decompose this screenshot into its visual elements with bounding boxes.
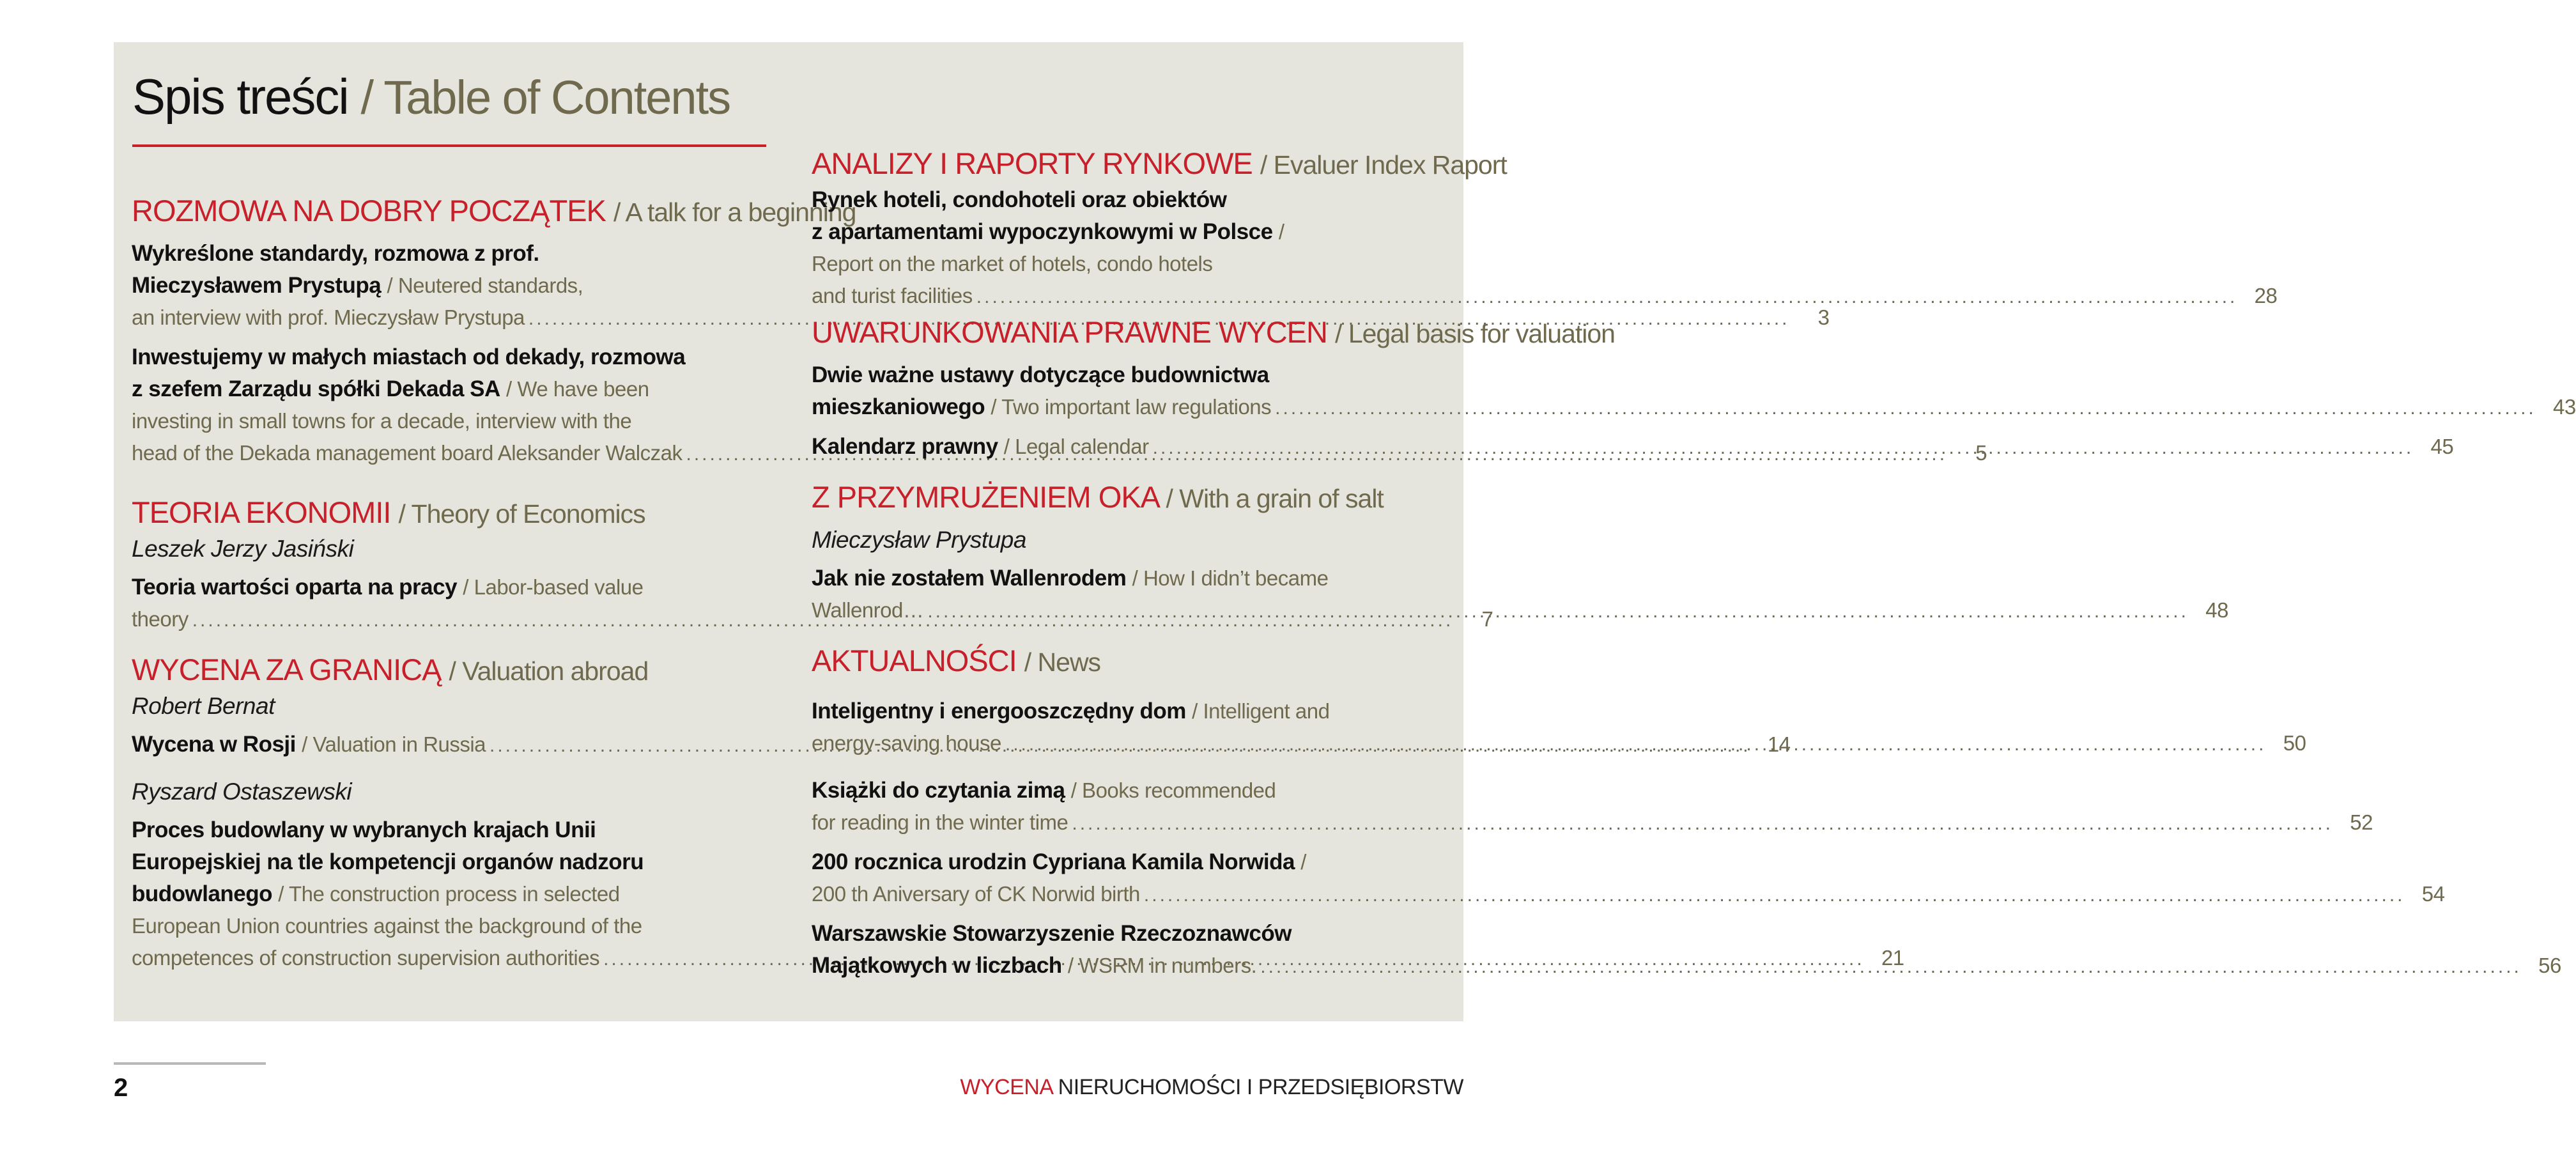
journal-name-rest: NIERUCHOMOŚCI I PRZEDSIĘBIORSTW <box>1058 1075 1463 1099</box>
journal-name-accent: WYCENA <box>960 1075 1053 1099</box>
title-polish: Spis treści <box>132 68 348 125</box>
toc-entry[interactable]: Wykreślone standardy, rozmowa z prof. Mieczysławem Prystupą / Neutered standards, an interview with prof. Mieczysław Prystupa ..... 3 <box>132 238 760 335</box>
toc-entry[interactable]: Książki do czytania zimą / Books recommended for reading in the winter time ..... 52 <box>812 775 1451 840</box>
author-name: Mieczysław Prystupa <box>812 527 1026 553</box>
toc-entry[interactable]: Inwestujemy w małych miastach od dekady, rozmowa z szefem Zarządu spółki Dekada SA / We have been investing in small towns for a decade, interview with the head of the Dekada management board Aleksander Walczak ..... 5 <box>132 341 760 470</box>
section-heading: ANALIZY I RAPORTY RYNKOWE / Evaluer Index Raport <box>812 146 1507 180</box>
page-number: 52 <box>2350 810 2373 834</box>
page-number: 56 <box>2538 954 2561 977</box>
toc-entry[interactable]: Rynek hoteli, condohoteli oraz obiektów z apartamentami wypoczynkowymi w Polsce / Report on the market of hotels, condo hotels and turist facilities ..... 28 <box>812 184 1451 313</box>
author-name: Robert Bernat <box>132 693 275 719</box>
title-underline <box>132 144 766 147</box>
dot-leader <box>1072 808 2333 840</box>
section-heading: UWARUNKOWANIA PRAWNE WYCEN / Legal basis for valuation <box>812 315 1615 349</box>
page-number: 43 <box>2553 395 2576 419</box>
toc-entry[interactable]: Warszawskie Stowarzyszenie Rzeczoznawców Majątkowych w liczbach / WSRM in numbers. ..... 56 <box>812 918 1451 983</box>
section-heading: WYCENA ZA GRANICĄ / Valuation abroad <box>132 653 649 686</box>
page-number: 48 <box>2205 598 2228 622</box>
page-number: 5 <box>1975 441 1987 465</box>
toc-entry[interactable]: Proces budowlany w wybranych krajach Unii Europejskiej na tle kompetencji organów nadzoru budowlanego / The construction process in selected European Union countries against the background of the competences of construction supervision authorities ..... 21 <box>132 814 760 975</box>
toc-entry[interactable]: Dwie ważne ustawy dotyczące budownictwa mieszkaniowego / Two important law regulations ..... 43 <box>812 359 1451 424</box>
footer-divider <box>114 1062 266 1065</box>
page-number: 21 <box>1881 946 1904 970</box>
journal-name <box>960 1075 1463 1100</box>
toc-entry[interactable]: Kalendarz prawny / Legal calendar ..... 45 <box>812 431 1451 464</box>
title-english: / Table of Contents <box>360 71 730 124</box>
toc-entry[interactable]: 200 rocznica urodzin Cypriana Kamila Norwida / 200 th Aniversary of CK Norwid birth ..... 54 <box>812 846 1451 911</box>
page-number: 28 <box>2254 284 2278 307</box>
dot-leader <box>1153 432 2414 464</box>
toc-entry[interactable]: Wycena w Rosji / Valuation in Russia ..... 14 <box>132 729 760 762</box>
author-name: Leszek Jerzy Jasiński <box>132 536 354 562</box>
section-heading: TEORIA EKONOMII / Theory of Economics <box>132 495 645 529</box>
author-name: Ryszard Ostaszewski <box>132 778 352 805</box>
page-number: 3 <box>1817 306 1830 329</box>
section-heading: AKTUALNOŚCI / News <box>812 644 1101 677</box>
toc-entry[interactable]: Teoria wartości oparta na pracy / Labor-based value theory ..... 7 <box>132 571 760 637</box>
toc-entry[interactable]: Inteligentny i energooszczędny dom / Intelligent and energy-saving house ..... 50 <box>812 695 1451 761</box>
page-number-footer: 2 <box>114 1074 128 1102</box>
page-title <box>132 68 730 125</box>
toc-entry[interactable]: Jak nie zostałem Wallenrodem / How I didn’t became Wallenrod… ..... 48 <box>812 562 1451 628</box>
page-number: 7 <box>1481 607 1493 631</box>
page-number: 54 <box>2421 882 2445 906</box>
page-number: 45 <box>2430 435 2454 458</box>
dot-leader <box>976 281 2238 313</box>
dot-leader <box>1275 392 2536 424</box>
page-number: 14 <box>1767 732 1791 756</box>
dot-leader <box>1144 879 2405 911</box>
dot-leader <box>927 596 2189 628</box>
page-number: 50 <box>2283 731 2306 755</box>
dot-leader <box>1005 729 2267 761</box>
section-heading: Z PRZYMRUŻENIEM OKA / With a grain of salt <box>812 480 1384 514</box>
section-heading: ROZMOWA NA DOBRY POCZĄTEK / A talk for a beginning <box>132 194 856 228</box>
dot-leader <box>1260 951 2522 983</box>
